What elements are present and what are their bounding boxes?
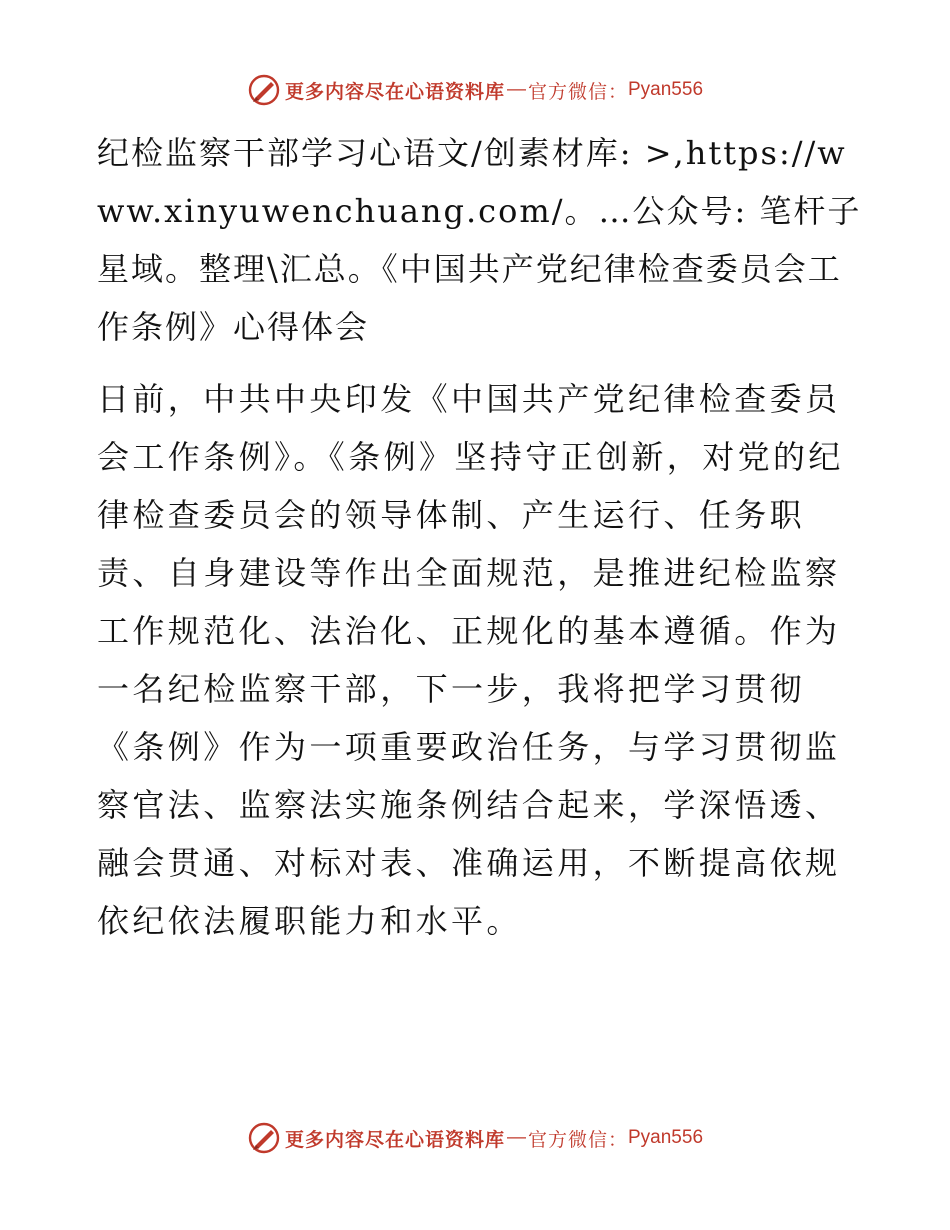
banner-brand: 更多内容尽在心语资料库 xyxy=(284,1128,505,1151)
quill-logo-icon xyxy=(247,73,281,107)
document-body xyxy=(97,124,867,950)
banner-dash: — xyxy=(506,79,526,100)
banner-dash: — xyxy=(506,1127,526,1148)
banner-wechat-label: 官方微信： xyxy=(527,1128,628,1151)
banner-wechat-label: 官方微信： xyxy=(527,80,628,103)
intro-paragraph: 纪检监察干部学习心语文/创素材库: >,https://www.xinyuwenchuang.com/。…公众号: 笔杆子星域。整理\汇总。《中国共产党纪律检查委员会工作条例》心得体会 xyxy=(97,134,862,346)
header-banner xyxy=(0,70,950,110)
banner-wechat-handle: Pyan556 xyxy=(628,1127,704,1148)
body-paragraph: 日前，中共中央印发《中国共产党纪律检查委员会工作条例》。《条例》坚持守正创新，对党的纪律检查委员会的领导体制、产生运行、任务职责、自身建设等作出全面规范，是推进纪检监察工作规范化、法治化、正规化的基本遵循。作为一名纪检监察干部，下一步，我将把学习贯彻《条例》作为一项重要政治任务，与学习贯彻监察官法、监察法实施条例结合起来，学深悟透、融会贯通、对标对表、准确运用，不断提高依规依纪依法履职能力和水平。 xyxy=(97,380,844,940)
banner-brand: 更多内容尽在心语资料库 xyxy=(284,80,505,103)
quill-logo-icon xyxy=(247,1121,281,1155)
banner-wechat-handle: Pyan556 xyxy=(628,79,704,100)
footer-banner xyxy=(0,1118,950,1158)
